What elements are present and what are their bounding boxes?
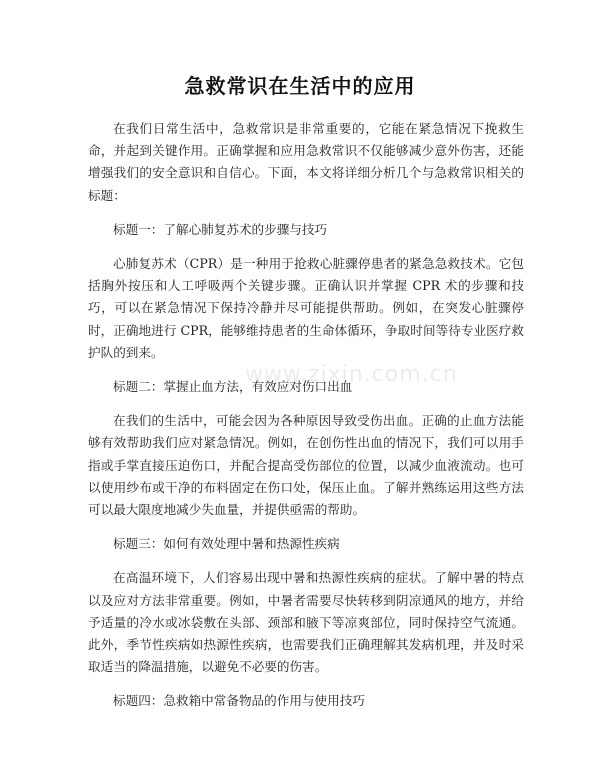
section-heading-3: 标题三：如何有效处理中暑和热源性疾病: [113, 536, 340, 552]
section-heading-1: 标题一：了解心肺复苏术的步骤与技巧: [113, 221, 328, 237]
section-paragraph-2: 在我们的生活中，可能会因为各种原因导致受伤出血。正确的止血方法能够有效帮助我们应对紧急情况。例如，在创伤性出血的情况下，我们可以用手指或手掌直接压迫伤口，并配合提高受伤部位的位置，以减少血液流动。也可以使用纱布或干净的布料固定在伤口处，保压止血。了解并熟练运用这些方法可以最大限度地减少失血量，并提供亟需的帮助。: [88, 413, 524, 518]
section-paragraph-3: 在高温环境下，人们容易出现中暑和热源性疾病的症状。了解中暑的特点以及应对方法非常重要。例如，中暑者需要尽快转移到阴凉通风的地方，并给予适量的冷水或冰袋敷在头部、颈部和腋下等凉爽部位，同时保持空气流通。此外，季节性疾病如热源性疾病，也需要我们正确理解其发病机理，并及时采取适当的降温措施，以避免不必要的伤害。: [88, 570, 524, 675]
document-title: 急救常识在生活中的应用: [184, 74, 416, 98]
document-body: [88, 118, 524, 725]
section-heading-2: 标题二：掌握止血方法，有效应对伤口出血: [113, 379, 353, 395]
section-paragraph-1: 心肺复苏术（CPR）是一种用于抢救心脏骤停患者的紧急急救技术。它包括胸外按压和人工呼吸两个关键步骤。正确认识并掌握 CPR 术的步骤和技巧，可以在紧急情况下保持冷静并尽可能提供帮助。例如，在突发心脏骤停时，正确地进行 CPR，能够维持患者的生命体循环，争取时间等待专业医疗救护队的到来。: [88, 256, 524, 360]
intro-paragraph: 在我们日常生活中，急救常识是非常重要的，它能在紧急情况下挽救生命，并起到关键作用。正确掌握和应用急救常识不仅能够减少意外伤害，还能增强我们的安全意识和自信心。下面，本文将详细分析几个与急救常识相关的标题：: [88, 121, 524, 203]
section-heading-4: 标题四：急救箱中常备物品的作用与使用技巧: [113, 693, 365, 709]
watermark: www.zixin.com.cn: [245, 362, 458, 387]
